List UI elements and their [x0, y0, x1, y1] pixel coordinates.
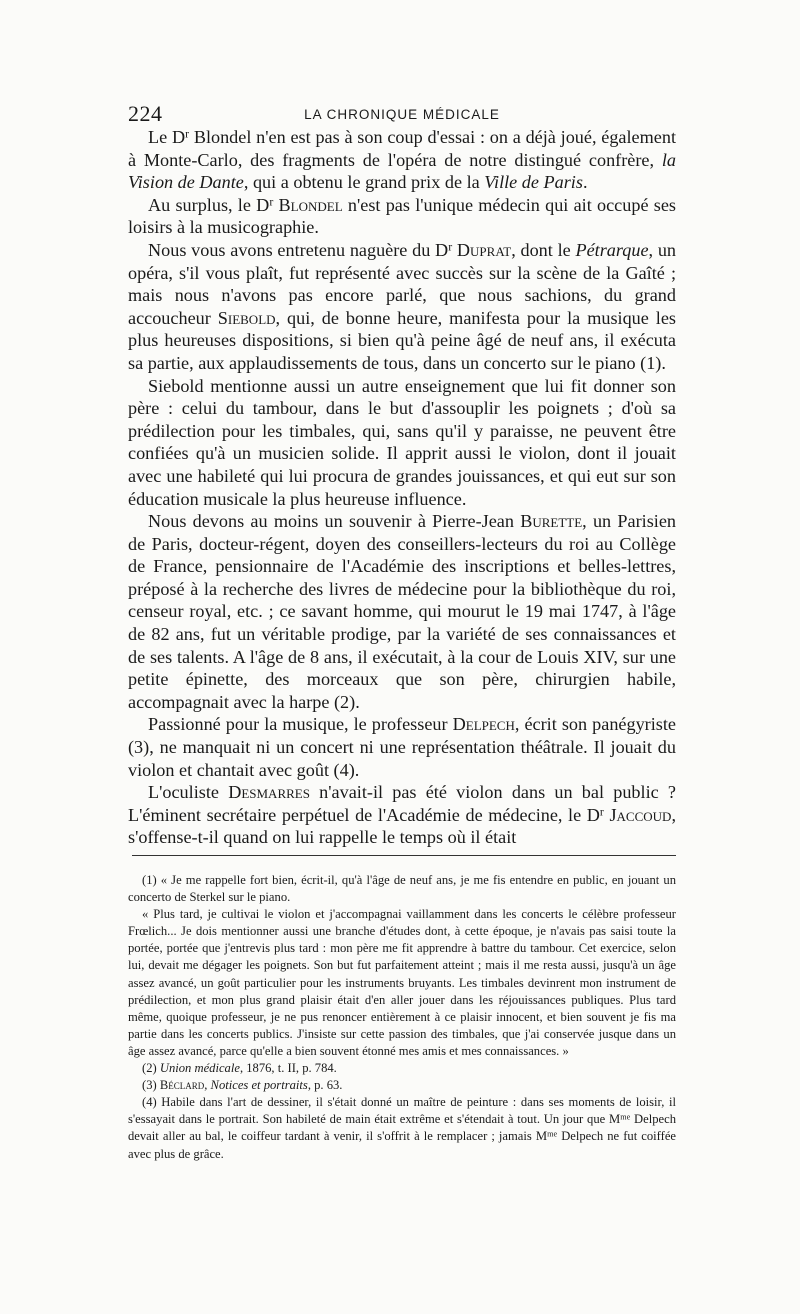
text-run: , qui a obtenu le grand prix de la [243, 172, 485, 193]
text-run: Delpech ne fut coiffée avec plus de grâce. [128, 1129, 676, 1161]
superscript: r [448, 239, 453, 254]
paragraph-5 [128, 510, 676, 713]
person-name: Burette [520, 511, 583, 532]
footnote-divider [132, 855, 676, 856]
work-title: Ville de Paris [484, 172, 583, 193]
footnotes [128, 872, 676, 1163]
footnote-1: (1) « Je me rappelle fort bien, écrit-il, qu'à l'âge de neuf ans, je me fis entendre en public, en jouant un concerto de Sterkel sur le piano. [128, 873, 676, 905]
text-run: Le D [148, 127, 186, 147]
paragraph-7 [128, 781, 676, 849]
person-name: Delpech [452, 714, 515, 735]
person-name: Siebold [217, 307, 276, 328]
superscript: me [547, 1129, 558, 1139]
page-number: 224 [128, 101, 163, 126]
work-title: Union médicale [159, 1061, 240, 1076]
footnote-3 [128, 1077, 676, 1094]
text-run: , p. 63. [307, 1078, 343, 1093]
text-run: Au surplus, le D [148, 194, 270, 215]
footnote-1-continued: « Plus tard, je cultivai le violon et j'accompagnai vaillamment dans les concerts le célèbre professeur Frœlich... Je dois mentionner aussi une branche d'études dont, à cette époque, je n'avais pas saisi toute la portée, portée que j'entrevis plus tard : mon père me fit apprendre à battre du tambour. Cet exercice, selon lui, devait me dégager les poignets. Son but fut parfaitement atteint ; mais il me resta aussi, jusqu'à un âge assez avancé, un goût particulier pour les instruments bruyants. Les timbales devinrent mon instrument de prédilection, et mon plus grand plaisir était d'en aller jouer dans les réjouissances publiques. Plus tard même, quoique professeur, je ne pus renoncer entièrement à ce plaisir innocent, et bien souvent je fis ma partie dans les concerts publics. J'insiste sur cette passion des timbales, que j'ai conservée jusque dans un âge assez avancé, parce qu'elle a bien souvent étonné mes amis et mes connaissances. » [128, 907, 676, 1058]
paragraph-2 [128, 194, 676, 239]
text-run: Nous devons au moins un souvenir à Pierre-Jean [148, 511, 521, 532]
superscript: r [185, 126, 190, 141]
text-run: Passionné pour la musique, le professeur [148, 714, 453, 735]
text-run: , un opéra, s'il vous plaît, fut représenté avec succès sur la scène de la Gaîté ; mais nous n'avons pas encore parlé, que nous sachions, du grand accoucheur [128, 239, 677, 328]
paragraph-4: Siebold mentionne aussi un autre enseignement que lui fit donner son père : celui du tambour, dans le but d'assouplir les poignets ; d'où sa prédilection pour les timbales, qui, sans qu'il y paraisse, ne peuvent être confiées qu'à un musicien solide. Il apprit aussi le violon, dont il jouait avec une habileté qui lui procura de grandes jouissances, et qui eut sur son éducation musicale la plus heureuse influence. [128, 375, 676, 509]
paragraph-1 [128, 126, 676, 194]
text-run: , qui, de bonne heure, manifesta pour la musique les plus heureuses dispositions, si bien qu'à peine âgé de neuf ans, il exécuta sa partie, aux applaudissements de tous, dans un concerto sur le piano (1). [128, 307, 676, 373]
text-run: , 1876, t. II, p. 784. [239, 1061, 337, 1076]
footnote-4 [128, 1094, 676, 1162]
footnote-2 [128, 1060, 676, 1077]
superscript: me [620, 1112, 631, 1122]
person-name: Desmarres [228, 782, 310, 803]
work-title: Notices et portraits [210, 1078, 308, 1093]
footnote-number: (3) [142, 1078, 160, 1093]
text-run: n'est pas l'unique médecin qui ait occupé ses loisirs à la musicographie. [128, 194, 676, 238]
person-name: Blondel [278, 194, 343, 215]
superscript: r [269, 194, 274, 209]
work-title: la Vision de Dante [128, 149, 676, 193]
paragraph-6 [128, 713, 676, 781]
person-name: Béclard [159, 1078, 205, 1093]
text-run: (4) Habile dans l'art de dessiner, il s'était donné un maître de peinture : dans ses moments de loisir, il s'essayait dans le portrait. Son habileté de main était extrême et s'étendait à tout. Un jour que M [128, 1095, 676, 1127]
text-run: , dont le [511, 239, 576, 260]
person-name: Duprat [456, 239, 512, 260]
main-text [128, 126, 676, 849]
footnote-number: (2) [142, 1061, 160, 1076]
paragraph-3 [128, 239, 676, 375]
text-run: Blondel n'en est pas à son coup d'essai : on a déjà joué, également à Monte-Carlo, des fragments de l'opéra de notre distingué confrère, [128, 127, 676, 170]
text-run: n'avait-il pas été violon dans un bal public ? L'éminent secrétaire perpétuel de l'Académie de médecine, le D [128, 782, 676, 825]
text-run: Nous vous avons entretenu naguère du D [148, 239, 449, 260]
text-run: , [204, 1078, 211, 1093]
text-run: L'oculiste [148, 782, 229, 803]
text-run: . [582, 172, 588, 193]
superscript: r [599, 804, 604, 819]
text-run: Delpech devait aller au bal, le coiffeur tardant à venir, il s'offrit à le remplacer ; jamais M [128, 1112, 677, 1144]
work-title: Pétrarque [575, 239, 649, 260]
text-run: , écrit son panégyriste (3), ne manquait ni un concert ni une représentation théâtrale. Il jouait du violon et chantait avec goût (4). [128, 714, 676, 780]
person-name: Jaccoud [609, 804, 672, 825]
text-run: , un Parisien de Paris, docteur-régent, doyen des conseillers-lecteurs du roi au Collège de France, pensionnaire de l'Académie des inscriptions et belles-lettres, préposé à la recherche des livres de médecine pour la bibliothèque du roi, censeur royal, etc. ; ce savant homme, qui mourut le 19 mai 1747, à l'âge de 82 ans, fut un véritable prodige, par la variété de ses connaissances et de ses talents. A l'âge de 8 ans, il exécutait, à la cour de Louis XIV, sur une petite épinette, des morceaux que son père, chirurgien habile, accompagnait avec la harpe (2). [128, 511, 676, 712]
text-run: , s'offense-t-il quand on lui rappelle le temps où il était [128, 804, 676, 848]
running-head: LA CHRONIQUE MÉDICALE [304, 107, 500, 122]
